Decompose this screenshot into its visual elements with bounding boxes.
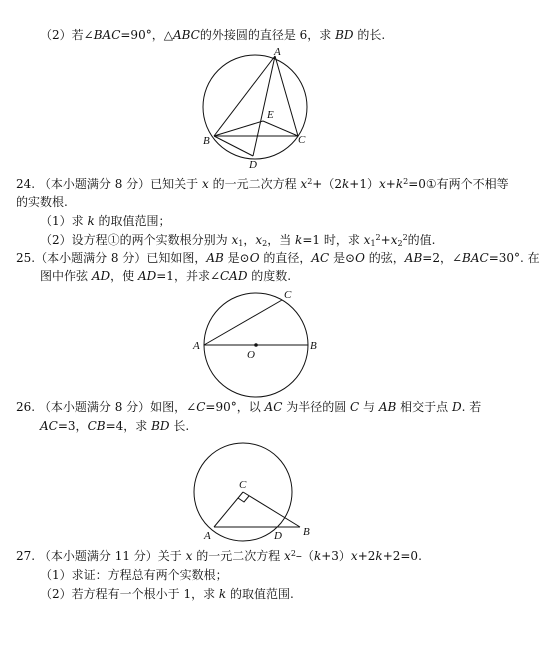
q26-line2: AC=3，CB=4，求 BD 长. [40,419,190,433]
q23-label-d: D [249,159,257,171]
q23-segment-ac [275,56,298,136]
q26-label-a: A [204,530,211,542]
q23-label-c: C [298,134,306,146]
q26-segment-ca [214,492,243,527]
q25-chord-ac [204,300,282,345]
q23-label-a: A [274,46,281,58]
q23-segment-ec [263,121,298,136]
q26-line1: 26. （本小题满分 8 分）如图，∠C=90°，以 AC 为半径的圆 C 与 AB 相交于点 D. 若 [16,400,482,414]
q27-sub1: （1）求证：方程总有两个实数根； [40,568,228,582]
q26-label-c: C [239,479,247,491]
q25-label-c: C [284,289,292,301]
q25-line2: 图中作弦 AD，使 AD=1，并求∠CAD 的度数. [40,269,292,283]
q26-label-b: B [303,526,310,538]
q25-label-b: B [310,340,317,352]
q23-segment-be [214,121,263,136]
q24-line2: 的实数根. [16,195,68,209]
q24-sub1: （1）求 k 的取值范围； [40,214,171,228]
q25-line1: 25.（本小题满分 8 分）已知如图，AB 是⊙O 的直径，AC 是⊙O 的弦，AB=2，∠BAC=30°. 在 [16,251,540,265]
q24-sub2: （2）设方程①的两个实数根分别为 $x_1$，$x_2$，当 k=1 时，求 $x_1^2+x_2^2$的值. [40,233,436,248]
q27-line1: 27. （本小题满分 11 分）关于 x 的一元二次方程 $x^2-(k+3)x+2k+2=0$. [16,549,422,563]
q23-part2-text: （2）若∠BAC=90°，△ABC的外接圆的直径是 6，求 BD 的长. [40,28,386,42]
q27-sub2: （2）若方程有一个根小于 1，求 k 的取值范围. [40,587,294,601]
q23-segment-bd [214,136,253,156]
q23-label-e: E [267,109,274,121]
q25-label-o: O [247,349,255,361]
q25-center-dot [254,343,258,347]
q23-circle [203,55,307,159]
q25-label-a: A [193,340,200,352]
q24-line1: 24. （本小题满分 8 分）已知关于 x 的一元二次方程 $x^2+(2k+1)x+k^2=0①$有两个不相等 [16,177,509,191]
q23-label-b: B [203,135,210,147]
q26-label-d: D [274,530,282,542]
q26-right-angle-mark [238,496,249,502]
